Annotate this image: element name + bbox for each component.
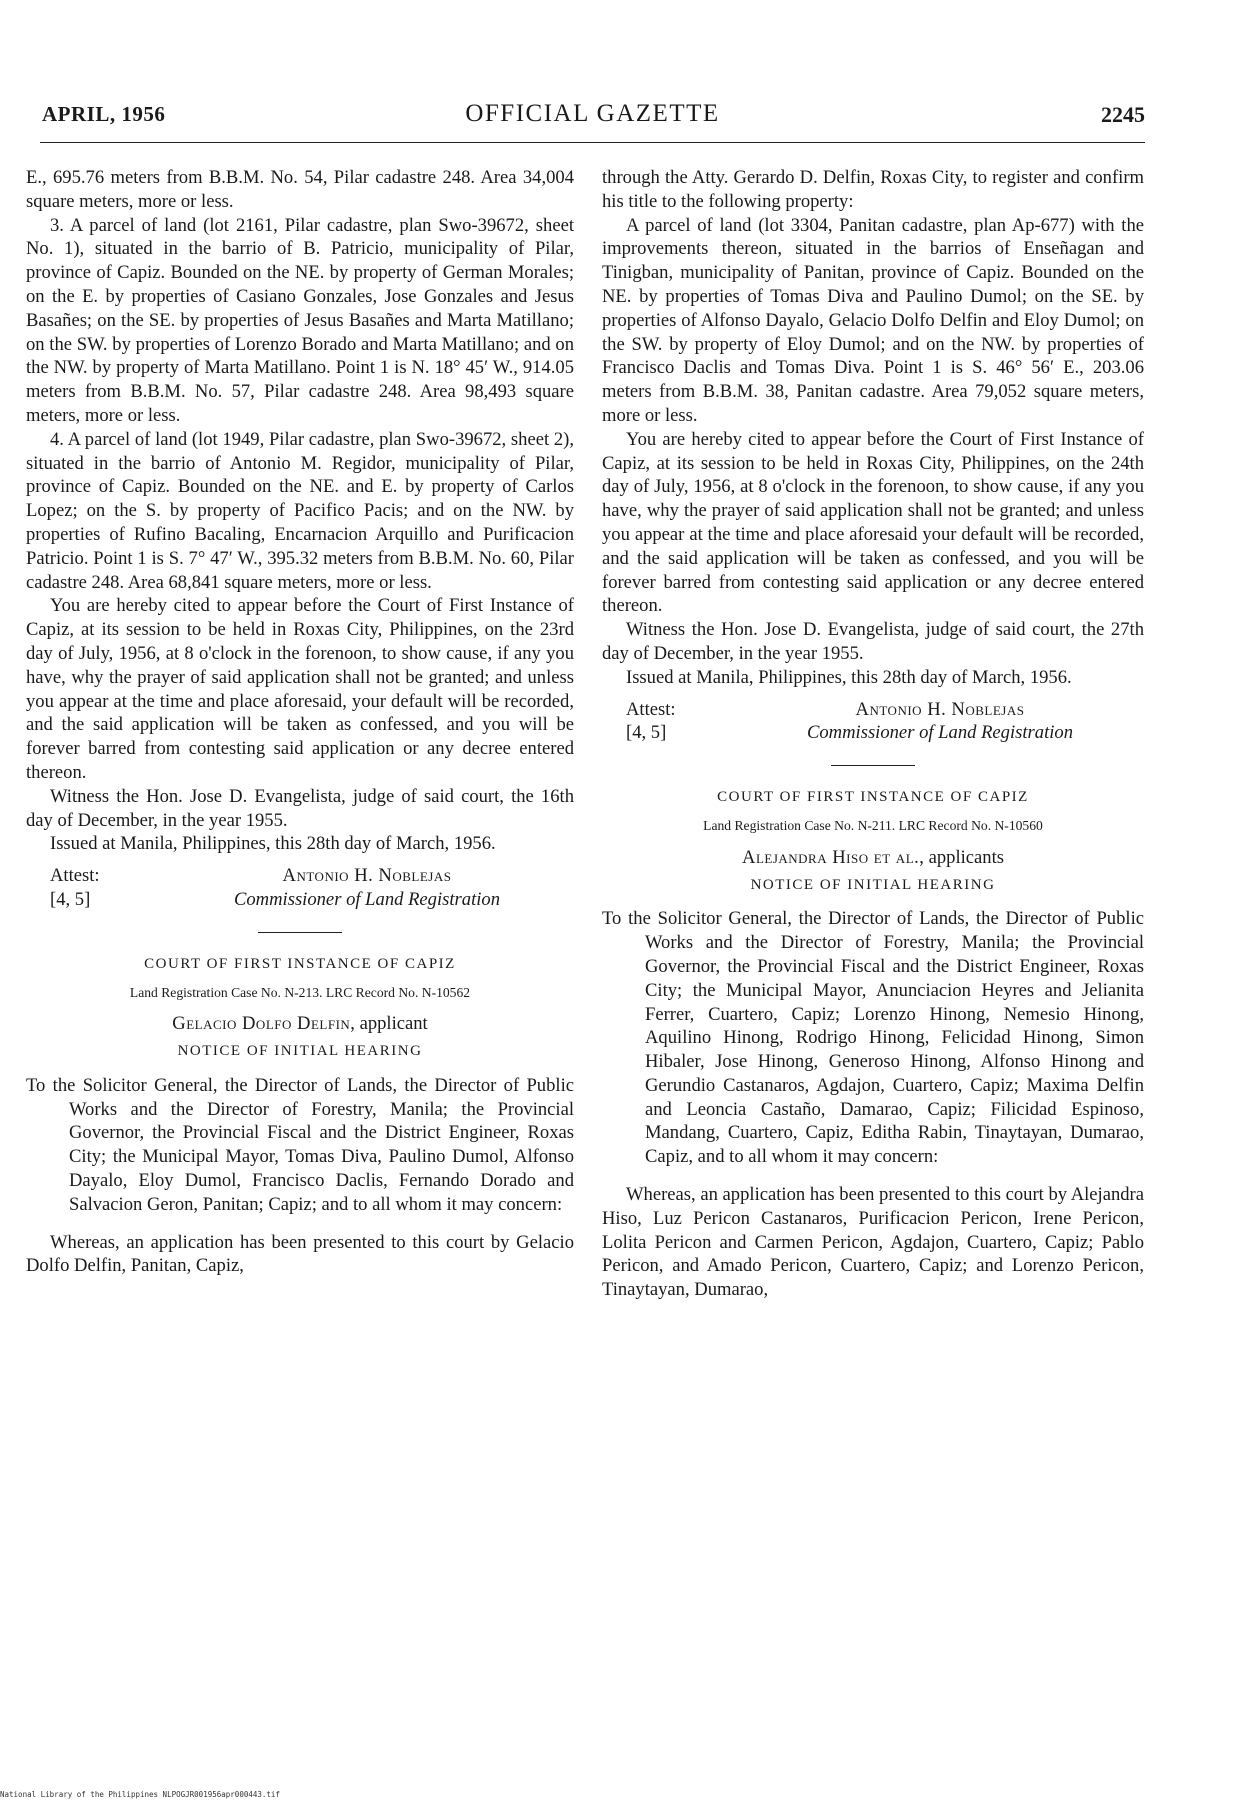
applicant-name: Alejandra Hiso et al. bbox=[742, 846, 920, 868]
page-header bbox=[40, 98, 1145, 143]
attestation bbox=[626, 698, 1144, 746]
paragraph: A parcel of land (lot 3304, Panitan cadastre, plan Ap-677) with the improvements thereon, situated in the barrios of Enseñagan and Tinigban, municipality of Panitan, province of Capiz. Bounded on the NE. by properties of Tomas Diva and Paulino Dumol; on the SE. by properties of Alfonso Dayalo, Gelacio Dolfo Delfin and Eloy Dumol; on the SW. by property of Eloy Dumol; and on the NW. by properties of Francisco Daclis and Tomas Diva. Point 1 is S. 46° 56′ E., 203.06 meters from B.B.M. 38, Panitan cadastre. Area 79,052 square meters, more or less. bbox=[602, 214, 1144, 426]
case-number: Land Registration Case No. N-213. LRC Record No. N-10562 bbox=[129, 984, 471, 1000]
applicant-suffix: , applicant bbox=[350, 1013, 428, 1035]
paragraph: Issued at Manila, Philippines, this 28th day of March, 1956. bbox=[626, 666, 1072, 688]
attestation bbox=[50, 864, 574, 912]
court-heading: COURT OF FIRST INSTANCE OF CAPIZ bbox=[717, 789, 1029, 806]
paragraph: 3. A parcel of land (lot 2161, Pilar cadastre, plan Swo-39672, sheet No. 1), situated in the barrio of B. Patricio, municipality of Pilar, province of Capiz. Bounded on the NE. by property of German Morales; on the E. by properties of Casiano Gonzales, Jose Gonzales and Jesus Basañes; on the SE. by properties of Jesus Basañes and Marta Matillano; on the SW. by properties of Lorenzo Borado and Marta Matillano; and on the NW. by property of Marta Matillano. Point 1 is N. 18° 45′ W., 914.05 meters from B.B.M. No. 57, Pilar cadastre 248. Area 98,493 square meters, more or less. bbox=[26, 214, 574, 426]
applicant-line bbox=[602, 846, 1144, 870]
attest-ref: [4, 5] bbox=[626, 722, 667, 744]
attest-ref: [4, 5] bbox=[50, 888, 91, 910]
paragraph: E., 695.76 meters from B.B.M. No. 54, Pilar cadastre 248. Area 34,004 square meters, more or less. bbox=[26, 167, 574, 212]
paragraph: Whereas, an application has been presented to this court by Gelacio Dolfo Delfin, Panitan, Capiz, bbox=[26, 1231, 574, 1277]
attest-name: Antonio H. Noblejas bbox=[282, 865, 452, 887]
paragraph: 4. A parcel of land (lot 1949, Pilar cadastre, plan Swo-39672, sheet 2), situated in the barrio of Antonio M. Regidor, municipality of Pilar, province of Capiz. Bounded on the NE. and E. by property of Carlos Lopez; on the S. by property of Pacifico Pacis; and on the NW. by properties of Rufino Bacaling, Encarnacion Arquillo and Purificacion Patricio. Point 1 is S. 7° 47′ W., 395.32 meters from B.B.M. No. 60, Pilar cadastre 248. Area 68,841 square meters, more or less. bbox=[26, 428, 574, 593]
paragraph: through the Atty. Gerardo D. Delfin, Roxas City, to register and confirm his title to the following property: bbox=[602, 167, 1144, 212]
notice-heading: NOTICE OF INITIAL HEARING bbox=[750, 876, 996, 893]
notice-heading: NOTICE OF INITIAL HEARING bbox=[177, 1043, 423, 1060]
issue-date: APRIL, 1956 bbox=[42, 102, 166, 126]
attest-label: Attest: bbox=[50, 865, 100, 887]
publication-title: OFFICIAL GAZETTE bbox=[465, 100, 720, 127]
paragraph: You are hereby cited to appear before the Court of First Instance of Capiz, at its session to be held in Roxas City, Philippines, on the 23rd day of July, 1956, at 8 o'clock in the forenoon, to show cause, if any you have, why the prayer of said application shall not be granted; and unless you appear at the time and place aforesaid, your default will be recorded, and the said application will be taken as confessed, and you will be forever barred from contesting said application or any decree entered thereon. bbox=[26, 595, 574, 783]
paragraph: Issued at Manila, Philippines, this 28th day of March, 1956. bbox=[50, 833, 496, 855]
paragraph: You are hereby cited to appear before the Court of First Instance of Capiz, at its session to be held in Roxas City, Philippines, on the 24th day of July, 1956, at 8 o'clock in the forenoon, to show cause, if any you have, why the prayer of said application shall not be granted; and unless you appear at the time and place aforesaid your default will be recorded, and the said application will be taken as confessed, and you will be forever barred from contesting said application or any decree entered thereon. bbox=[602, 428, 1144, 617]
attest-label: Attest: bbox=[626, 698, 676, 720]
divider bbox=[831, 765, 915, 766]
paragraph: Whereas, an application has been presented to this court by Alejandra Hiso, Luz Pericon Castanaros, Purificacion Pericon, Irene Pericon, Lolita Pericon and Carmen Pericon, Agdajon, Cuartero, Capiz; Pablo Pericon, and Amado Pericon, Cuartero, Capiz; and Lorenzo Pericon, Tinaytayan, Dumarao, bbox=[602, 1184, 1144, 1301]
applicant-suffix: , applicants bbox=[919, 846, 1004, 868]
applicant-line bbox=[26, 1012, 574, 1036]
right-column bbox=[602, 166, 1144, 1302]
attest-title: Commissioner of Land Registration bbox=[233, 888, 500, 910]
scan-footer: National Library of the Philippines NLPOGJR001956apr000443.tif bbox=[0, 1790, 280, 1799]
left-column bbox=[26, 166, 574, 1278]
addressees: To the Solicitor General, the Director of Lands, the Director of Public Works and the Director of Forestry, Manila; the Provincial Governor, the Provincial Fiscal and the District Engineer, Roxas City; the Municipal Mayor, Tomas Diva, Paulino Dumol, Alfonso Dayalo, Eloy Dumol, Francisco Daclis, Fernando Dorado and Salvacion Geron, Panitan; Capiz; and to all whom it may concern: bbox=[26, 1074, 574, 1215]
case-number: Land Registration Case No. N-211. LRC Record No. N-10560 bbox=[703, 817, 1043, 833]
paragraph: Witness the Hon. Jose D. Evangelista, judge of said court, the 27th day of December, in the year 1955. bbox=[602, 619, 1144, 664]
divider bbox=[258, 932, 342, 933]
applicant-name: Gelacio Dolfo Delfin bbox=[172, 1013, 351, 1035]
attest-name: Antonio H. Noblejas bbox=[855, 698, 1025, 720]
court-heading: COURT OF FIRST INSTANCE OF CAPIZ bbox=[144, 955, 456, 972]
addressees: To the Solicitor General, the Director of Lands, the Director of Public Works and the Director of Forestry, Manila; the Provincial Governor, the Provincial Fiscal and the District Engineer, Roxas City; the Municipal Mayor, Anunciacion Heyres and Jelianita Ferrer, Cuartero, Capiz; Lorenzo Hinong, Nemesio Hinong, Aquilino Hinong, Rodrigo Hinong, Felicidad Hinong, Simon Hibaler, Jose Hinong, Generoso Hinong, Alfonso Hinong and Gerundio Castanaros, Agdajon, Cuartero, Capiz; Maxima Delfin and Leoncia Castaño, Damarao, Capiz; Filicidad Espinoso, Mandang, Cuartero, Capiz, Editha Rabin, Tinaytayan, Dumarao, Capiz, and to all whom it may concern: bbox=[602, 908, 1144, 1168]
page-number: 2245 bbox=[1101, 102, 1145, 127]
paragraph: Witness the Hon. Jose D. Evangelista, judge of said court, the 16th day of December, in the year 1955. bbox=[26, 785, 574, 831]
attest-title: Commissioner of Land Registration bbox=[806, 722, 1073, 744]
